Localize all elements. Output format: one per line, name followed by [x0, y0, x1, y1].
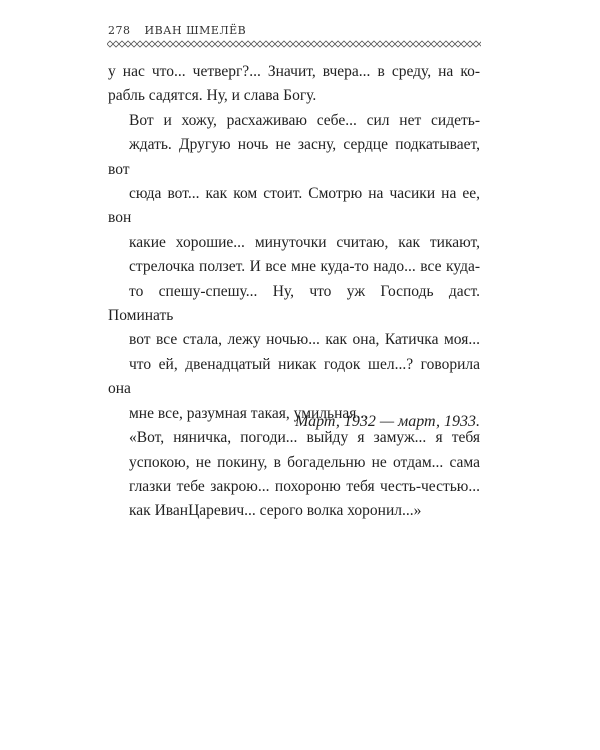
text-line: что ей, двенадцатый никак годок шел...? говорила она: [108, 355, 480, 398]
running-title: ИВАН ШМЕЛЁВ: [144, 24, 247, 37]
text-line: как ИванЦаревич... серого волка хоронил...»: [129, 502, 422, 520]
text-line: стрелочка ползет. И все мне куда-то надо... все куда-: [129, 258, 480, 276]
date-line: Март, 1932 — март, 1933.: [294, 413, 480, 430]
text-line: то спешу-спешу... Ну, что уж Господь даст. Поминать: [108, 282, 480, 325]
text-line: ждать. Другую ночь не засну, сердце подкатывает, вот: [108, 136, 480, 178]
text-line: Вот и хожу, расхаживаю себе... сил нет сидеть-: [129, 111, 480, 129]
text-line: мне все, разумная такая, умильная...: [129, 404, 369, 422]
text-line: сюда вот... как ком стоит. Смотрю на часики на ее, вон: [108, 185, 480, 227]
text-line: вот все стала, лежу ночью... как она, Катичка моя...: [129, 331, 480, 349]
text-line: глазки тебе закрою... похороню тебя честь-честью...: [129, 477, 480, 495]
paragraph: [108, 109, 480, 426]
paragraph: [108, 426, 480, 524]
decorative-rule: [107, 40, 481, 48]
text-line: успокою, не покину, в богадельню не отдам... сама: [129, 453, 480, 471]
page-number: 278: [108, 24, 131, 37]
text-line: у нас что... четверг?... Значит, вчера... в среду, на ко-: [108, 63, 480, 80]
body-text: [108, 60, 480, 524]
running-header: [108, 24, 480, 37]
text-line: какие хорошие... минуточки считаю, как тикают,: [129, 233, 480, 251]
text-line: «Вот, няничка, погоди... выйду я замуж... я тебя: [129, 429, 480, 447]
text-line: рабль садятся. Ну, и слава Богу.: [108, 87, 317, 105]
paragraph: [108, 60, 480, 109]
